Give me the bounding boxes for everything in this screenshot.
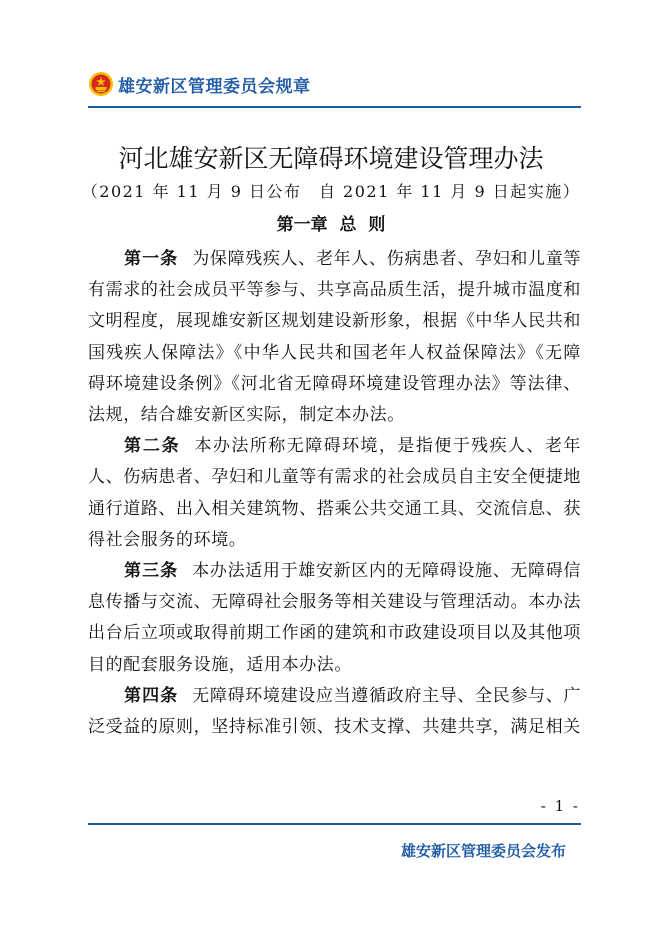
document-subtitle: （2021 年 11 月 9 日公布 自 2021 年 11 月 9 日起实施） [81,182,581,201]
chapter-heading: 第一章 总 则 [276,215,386,235]
article-label: 第二条 [124,436,181,457]
article-2 [88,431,581,556]
document-title: 河北雄安新区无障碍环境建设管理办法 [118,144,544,173]
article-text: 本办法所称无障碍环境，是指便于残疾人、老年人、伤病患者、孕妇和儿童等有需求的社会成员自主安全便捷地通行道路、出入相关建筑物、搭乘公共交通工具、交流信息、获得社会服务的环境。 [88,436,581,550]
header-title: 雄安新区管理委员会规章 [118,76,311,97]
page-number: - 1 - [540,797,580,815]
footer-publisher: 雄安新区管理委员会发布 [400,842,566,860]
article-3 [88,556,581,681]
document-body [88,244,581,743]
article-1 [88,244,581,431]
national-emblem-icon [88,71,114,97]
article-text: 无障碍环境建设应当遵循政府主导、全民参与、广泛受益的原则，坚持标准引领、技术支撑、共建共享，满足相关 [88,685,582,738]
article-label: 第一条 [124,249,179,269]
footer-divider [88,823,581,825]
header-divider [88,106,581,108]
article-4 [88,681,581,743]
article-label: 第三条 [124,561,179,582]
page-header [88,66,311,102]
article-text: 本办法适用于雄安新区内的无障碍设施、无障碍信息传播与交流、无障碍社会服务等相关建设与管理活动。本办法出台后立项或取得前期工作函的建筑和市政建设项目以及其他项目的配套服务设施，适用本办法。 [88,561,582,675]
article-label: 第四条 [124,685,179,706]
article-text: 为保障残疾人、老年人、伤病患者、孕妇和儿童等有需求的社会成员平等参与、共享高品质生活，提升城市温度和文明程度，展现雄安新区规划建设新形象，根据《中华人民共和国残疾人保障法》《中华人民共和国老年人权益保障法》《无障碍环境建设条例》《河北省无障碍环境建设管理办法》等法律、法规，结合雄安新区实际，制定本办法。 [88,249,582,426]
